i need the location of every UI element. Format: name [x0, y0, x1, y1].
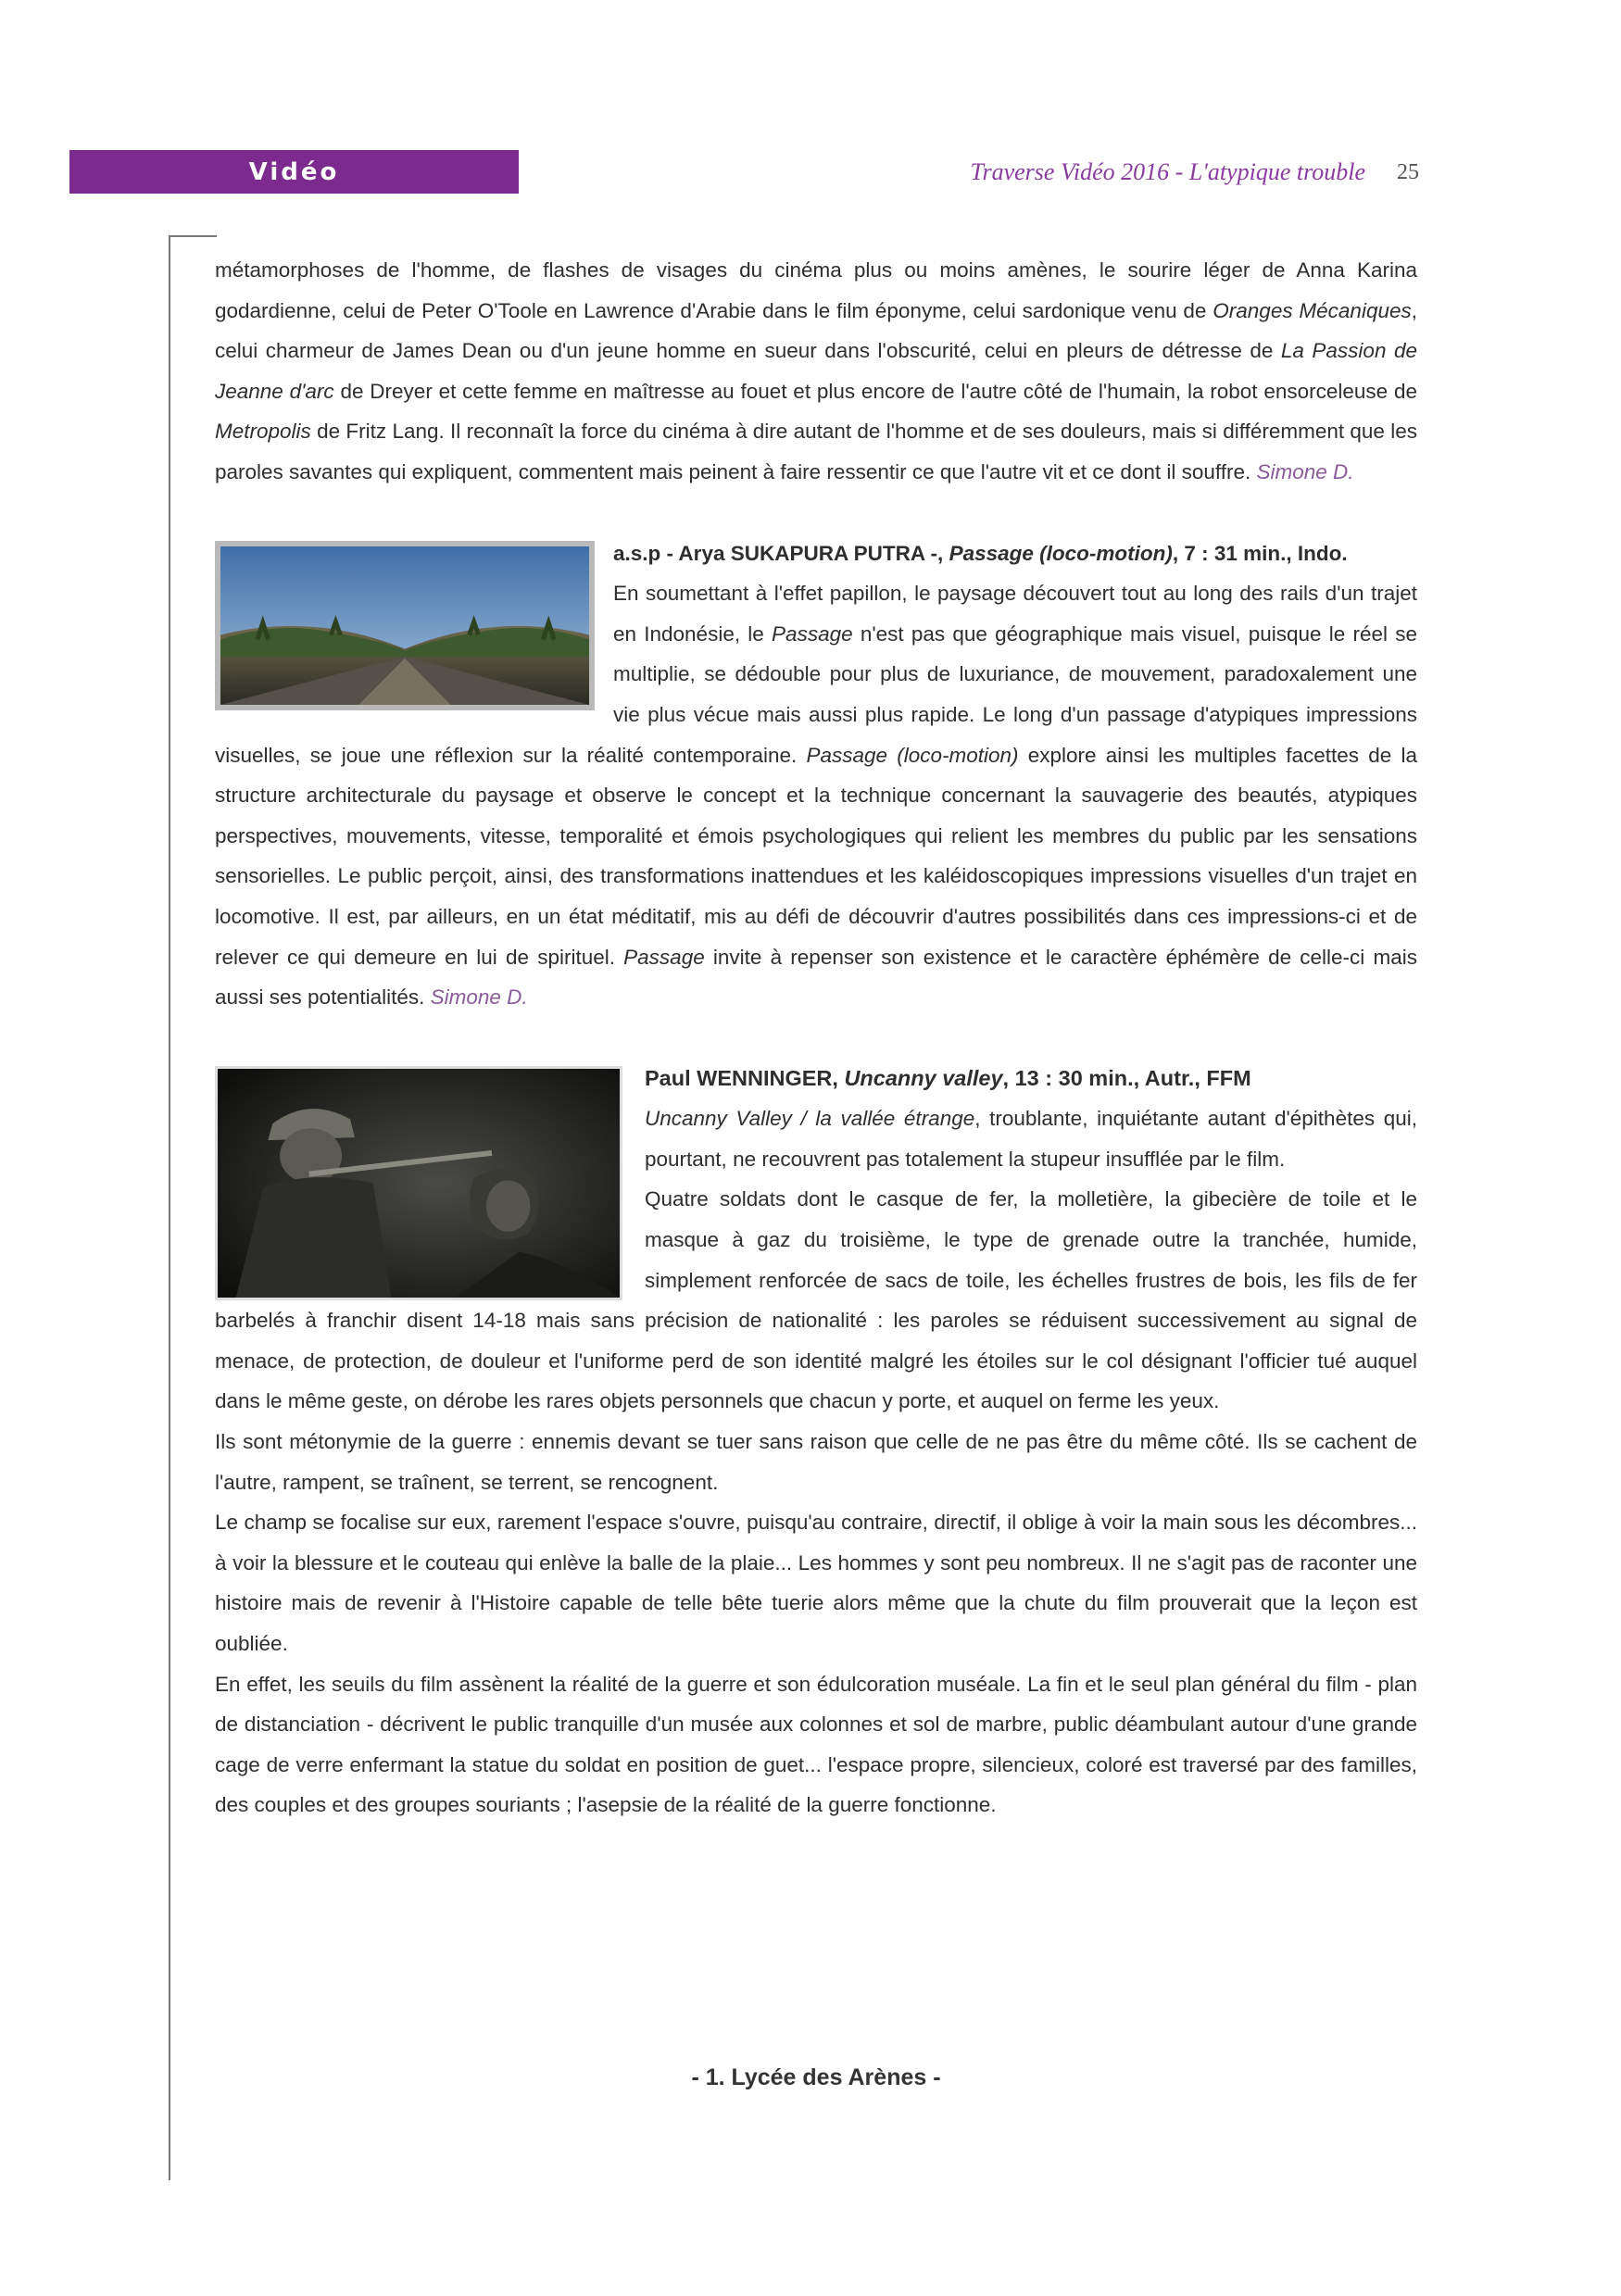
intro-paragraph: métamorphoses de l'homme, de flashes de visages du cinéma plus ou moins amènes, le sourire léger de Anna Karina godardienne, celui de Peter O'Toole en Lawrence d'Arabie dans le film éponyme, celui sardonique venu de Oranges Mécaniques, celui charmeur de James Dean ou d'un jeune homme en sueur dans l'obscurité, celui en pleurs de détresse de La Passion de Jeanne d'arc de Dreyer et cette femme en maîtresse au fouet et plus encore de l'autre côté de l'humain, la robot ensorceleuse de Metropolis de Fritz Lang. Il reconnaît la force du cinéma à dire autant de l'homme et de ses douleurs, mais si différemment que les paroles savantes qui expliquent, commentent mais peinent à faire ressentir ce que l'autre vit et ce dont il souffre. Simone D. [215, 258, 1417, 483]
film-review-paragraph: Le champ se focalise sur eux, rarement l'espace s'ouvre, puisqu'au contraire, directif, il oblige à voir la main sous les décombres... à voir la blessure et le couteau qui enlève la balle de la plaie... Les hommes y sont peu nombreux. Il ne s'agit pas de raconter une histoire mais de revenir à l'Histoire capable de telle bête tuerie alors même que la chute du film prouverait que la leçon est oubliée. [215, 1511, 1417, 1655]
film-still-uncanny-valley [215, 1066, 622, 1300]
school-credit: - 1. Lycée des Arènes - [691, 2064, 941, 2090]
film-review-paragraph: En effet, les seuils du film assènent la réalité de la guerre et son édulcoration muséale. La fin et le seul plan général du film - plan de distanciation - décrivent le public tranquille d'un musée aux colonnes et sol de marbre, public déambulant autour d'une grande cage de verre enfermant la statue du soldat en position de guet... l'espace propre, silencieux, coloré est traversé par des familles, des couples et des groupes souriants ; l'asepsie de la réalité de la guerre fonctionne. [215, 1672, 1417, 1817]
signature: Simone D. [430, 985, 528, 1010]
section-tab [69, 150, 519, 194]
film-review-paragraph: Uncanny Valley / la vallée étrange, troublante, inquiétante autant d'épithètes qui, pourtant, ne recouvrent pas totalement la stupeur insufflée par le film. [645, 1107, 1418, 1171]
film-review-paragraph: Quatre soldats dont le casque de fer, la molletière, la gibecière de toile et le masque à gaz du troisième, le type de grenade outre la tranchée, humide, simplement renforcée de sacs de toile, les échelles frustres de bois, les fils de fer barbelés à franchir disent 14-18 mais sans précision de nationalité : les paroles se réduisent successivement au signal de menace, de protection, de douleur et l'uniforme perd de son identité malgré les étoiles sur le col désignant l'officier tué auquel dans le même geste, on dérobe les rares objets personnels que chacun y porte, et auquel on ferme les yeux. [215, 1187, 1417, 1413]
film-still-passage [215, 541, 595, 710]
film-review-text: En soumettant à l'effet papillon, le paysage découvert tout au long des rails d'un trajet en Indonésie, le Passage n'est pas que géographique mais visuel, puisque le réel se multiplie, se dédouble pour plus de luxuriance, de mouvement, paradoxalement une vie plus vécue mais aussi plus rapide. Le long d'un passage d'atypiques impressions visuelles, se joue une réflexion sur la réalité contemporaine. Passage (loco-motion) explore ainsi les multiples facettes de la structure architecturale du paysage et observe le concept et la technique concernant la sauvagerie des beautés, atypiques perspectives, mouvements, vitesse, temporalité et émois psychologiques qui relient les membres du public par les sensations sensorielles. Le public perçoit, ainsi, des transformations inattendues et les kaléidoscopiques impressions visuelles d'un trajet en locomotive. Il est, par ailleurs, en un état méditatif, mis au défi de découvrir d'autres possibilités dans ces impressions-ci et de relever ce qui demeure en lui de spirituel. Passage invite à repenser son existence et le caractère éphémère de celle-ci mais aussi ses potentialités. Simone D. [215, 582, 1418, 1010]
signature: Simone D. [1256, 459, 1354, 483]
film-review-paragraph: Ils sont métonymie de la guerre : ennemis devant se tuer sans raison que celle de ne pas être du même côté. Ils se cachent de l'autre, rampent, se traînent, se terrent, se rencognent. [215, 1430, 1417, 1494]
page-number: 25 [1397, 159, 1419, 184]
running-header [834, 154, 1419, 191]
film-title: a.s.p - Arya SUKAPURA PUTRA -, Passage (loco-motion), 7 : 31 min., Indo. [613, 541, 1348, 565]
film-title: Paul WENNINGER, Uncanny valley, 13 : 30 min., Autr., FFM [645, 1065, 1251, 1090]
section-label: Vidéo [248, 157, 340, 186]
film-review-uncanny-valley [215, 1059, 1417, 1826]
article-body [215, 250, 1417, 1826]
margin-rule-tick [169, 235, 217, 237]
margin-rule [169, 235, 170, 2180]
film-review-passage [215, 533, 1417, 1018]
running-title: Traverse Vidéo 2016 - L'atypique trouble [970, 158, 1365, 185]
